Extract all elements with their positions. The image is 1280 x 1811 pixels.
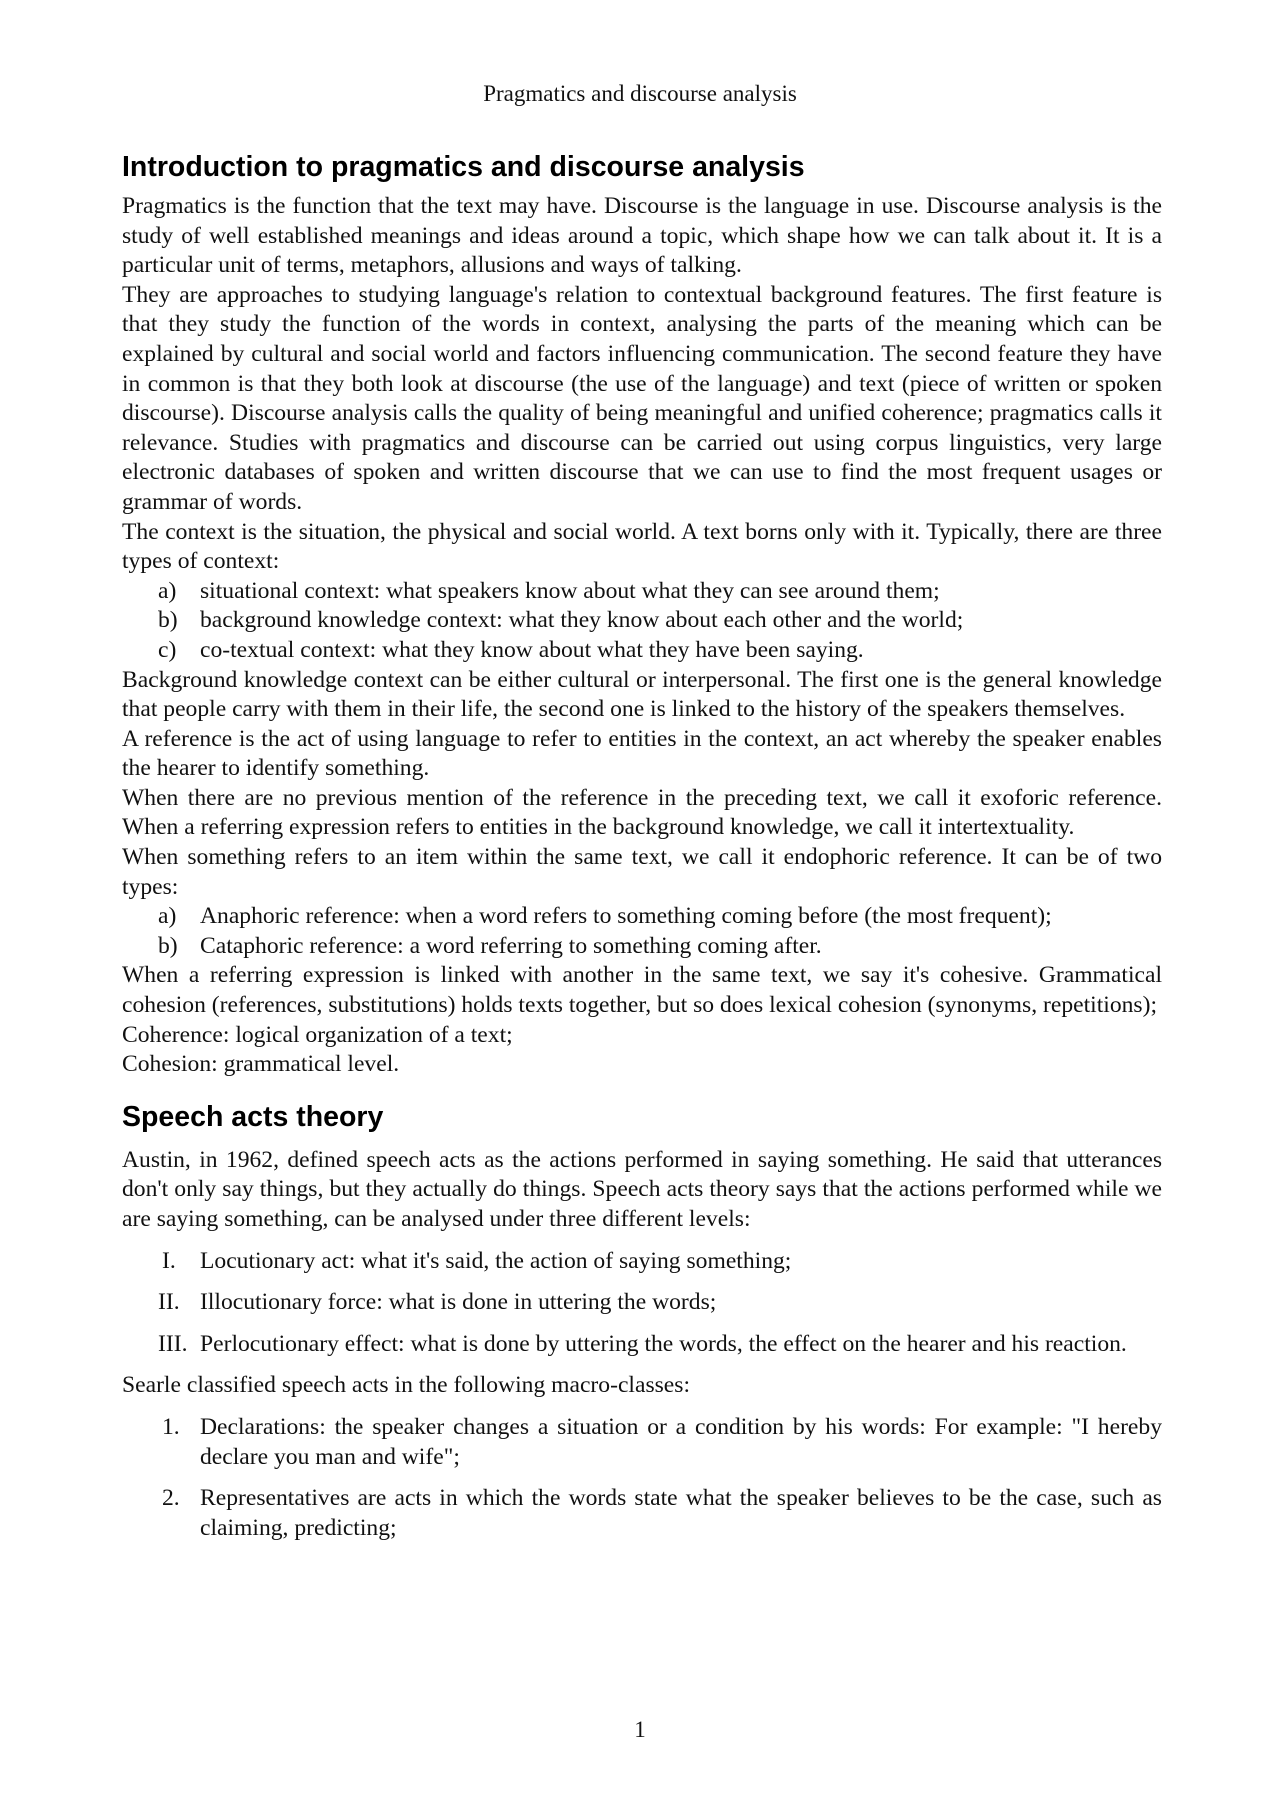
paragraph: When there are no previous mention of the reference in the preceding text, we call it exoforic reference. When a referring expression refers to entities in the background knowledge, we call it intertextuality.	[122, 784, 1162, 841]
list-marker: b)	[158, 932, 178, 959]
list-marker: III.	[158, 1330, 188, 1357]
searle-classes-list	[122, 1413, 1162, 1543]
section-title-speech-acts: Speech acts theory	[122, 1100, 384, 1133]
paragraph: A reference is the act of using language to refer to entities in the context, an act whereby the speaker enables the hearer to identify something.	[122, 725, 1162, 782]
list-item-text: Declarations: the speaker changes a situation or a condition by his words: For example: "I hereby declare you man and wife";	[200, 1413, 1162, 1470]
paragraph: Background knowledge context can be either cultural or interpersonal. The first one is the general knowledge that people carry with them in their life, the second one is linked to the history of the speakers themselves.	[122, 666, 1162, 723]
list-item-text: Cataphoric reference: a word referring to something coming after.	[200, 932, 822, 959]
speech-act-levels-list	[122, 1247, 1162, 1360]
context-types-list	[122, 577, 1162, 666]
paragraph: Searle classified speech acts in the following macro-classes:	[122, 1372, 691, 1399]
paragraph: When something refers to an item within the same text, we call it endophoric reference. It can be of two types:	[122, 844, 1162, 900]
list-item-text: Perlocutionary effect: what is done by uttering the words, the effect on the hearer and his reaction.	[200, 1330, 1127, 1357]
page-content	[122, 146, 1162, 1555]
list-item-text: situational context: what speakers know about what they can see around them;	[200, 577, 940, 604]
list-marker: a)	[158, 577, 177, 604]
list-marker: I.	[162, 1247, 176, 1274]
list-item-text: Representatives are acts in which the words state what the speaker believes to be the case, such as claiming, predicting;	[200, 1485, 1162, 1541]
list-marker: 2.	[162, 1485, 180, 1512]
list-item	[122, 932, 1162, 962]
list-item	[122, 1330, 1162, 1360]
paragraph: Pragmatics is the function that the text may have. Discourse is the language in use. Discourse analysis is the study of well established meanings and ideas around a topic, which shape how we can talk about it. It is a particular unit of terms, metaphors, allusions and ways of talking.	[122, 193, 1162, 279]
paragraph: When a referring expression is linked with another in the same text, we say it's cohesive. Grammatical cohesion (references, substitutions) holds texts together, but so does lexical cohesion (synonyms, repetitions);	[122, 962, 1162, 1019]
paragraph: The context is the situation, the physical and social world. A text borns only with it. Typically, there are three types of context:	[122, 518, 1162, 575]
paragraph: Coherence: logical organization of a text;	[122, 1021, 513, 1048]
section-title-introduction: Introduction to pragmatics and discourse analysis	[122, 151, 805, 183]
list-item	[122, 1484, 1162, 1543]
list-item-text: Anaphoric reference: when a word refers to something coming before (the most frequent);	[200, 903, 1052, 930]
paragraph: Cohesion: grammatical level.	[122, 1051, 400, 1078]
page-number: 1	[634, 1717, 646, 1742]
list-item	[122, 1288, 1162, 1318]
list-marker: b)	[158, 607, 178, 634]
paragraph: Austin, in 1962, defined speech acts as the actions performed in saying something. He said that utterances don't only say things, but they actually do things. Speech acts theory says that the actions performed while we are saying something, can be analysed under three different levels:	[122, 1146, 1162, 1232]
list-item	[122, 1413, 1162, 1472]
reference-types-list	[122, 902, 1162, 961]
list-item	[122, 902, 1162, 932]
list-marker: II.	[158, 1289, 180, 1316]
list-item	[122, 606, 1162, 636]
running-head: Pragmatics and discourse analysis	[483, 81, 797, 106]
paragraph: They are approaches to studying language's relation to contextual background features. The first feature is that they study the function of the words in context, analysing the parts of the meaning which can be explained by cultural and social world and factors influencing communication. The second feature they have in common is that they both look at discourse (the use of the language) and text (piece of written or spoken discourse). Discourse analysis calls the quality of being meaningful and unified coherence; pragmatics calls it relevance. Studies with pragmatics and discourse can be carried out using corpus linguistics, very large electronic databases of spoken and written discourse that we can use to find the most frequent usages or grammar of words.	[122, 281, 1162, 515]
list-item-text: Locutionary act: what it's said, the action of saying something;	[200, 1247, 792, 1274]
list-item-text: co-textual context: what they know about what they have been saying.	[200, 636, 864, 663]
list-item-text: Illocutionary force: what is done in uttering the words;	[200, 1289, 717, 1316]
list-item	[122, 1247, 1162, 1277]
list-marker: 1.	[162, 1413, 180, 1440]
list-marker: a)	[158, 903, 177, 930]
list-item	[122, 636, 1162, 666]
list-marker: c)	[158, 636, 177, 663]
list-item	[122, 577, 1162, 607]
list-item-text: background knowledge context: what they know about each other and the world;	[200, 607, 964, 634]
